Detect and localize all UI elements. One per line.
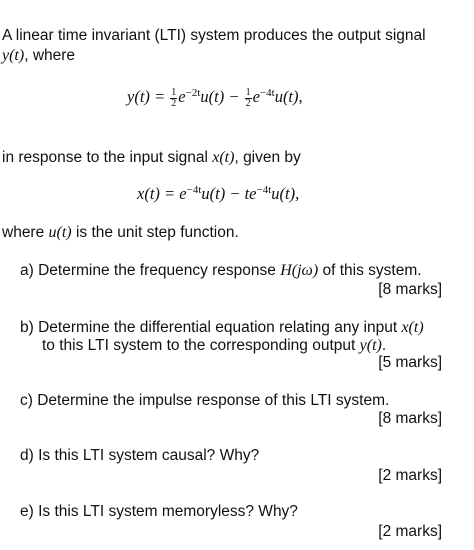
output-eq-term2-base: e bbox=[252, 87, 260, 106]
frequency-response-symbol: H(jω) bbox=[280, 262, 319, 279]
marks-a: [8 marks] bbox=[378, 281, 442, 298]
intro-line-1: A linear time invariant (LTI) system produces the output signal bbox=[2, 27, 426, 44]
intro-line-2 bbox=[2, 45, 75, 67]
marks-c: [8 marks] bbox=[378, 410, 442, 427]
input-equation: $x(t) = e^{-4t}u(t) - te^{-4t}u(t)$, bbox=[137, 184, 300, 203]
question-c: c) Determine the impulse response of this LTI system. bbox=[20, 392, 390, 409]
response-sentence: in response to the input signal x(t), given by bbox=[2, 149, 301, 166]
marks-e: [2 marks] bbox=[378, 523, 442, 540]
unit-step-note: where u(t) is the unit step function. bbox=[2, 224, 239, 241]
output-y-symbol: y(t) bbox=[359, 337, 382, 354]
question-b-line-1: b) Determine the differential equation relating any input x(t) bbox=[20, 319, 424, 336]
fraction-one-half-2: $\frac{1}{2}$ bbox=[245, 86, 251, 109]
output-eq-lhs: y(t) = bbox=[127, 87, 170, 106]
output-equation bbox=[127, 86, 303, 109]
output-signal-symbol: y(t) bbox=[2, 47, 25, 64]
input-x-symbol: x(t) bbox=[401, 319, 424, 336]
intro-where-text: , where bbox=[24, 47, 76, 64]
question-b-line-2: to this LTI system to the corresponding output y(t). bbox=[42, 337, 387, 354]
output-eq-term1-tail: u(t) − bbox=[200, 87, 244, 106]
question-d: d) Is this LTI system causal? Why? bbox=[20, 447, 260, 464]
marks-d: [2 marks] bbox=[378, 467, 442, 484]
output-eq-term2-tail: u(t), bbox=[274, 87, 303, 106]
marks-b: [5 marks] bbox=[378, 354, 442, 371]
fraction-one-half-1: $\frac{1}{2}$ bbox=[171, 86, 177, 109]
output-eq-term2-exp: −4t bbox=[259, 87, 275, 99]
input-signal-symbol: x(t) bbox=[212, 149, 235, 166]
unit-step-symbol: u(t) bbox=[48, 224, 72, 241]
question-a: a) Determine the frequency response H(jω) of this system. bbox=[20, 262, 422, 279]
question-e: e) Is this LTI system memoryless? Why? bbox=[20, 503, 298, 520]
output-eq-term1-base: e bbox=[178, 87, 186, 106]
output-eq-term1-exp: −2t bbox=[185, 87, 201, 99]
